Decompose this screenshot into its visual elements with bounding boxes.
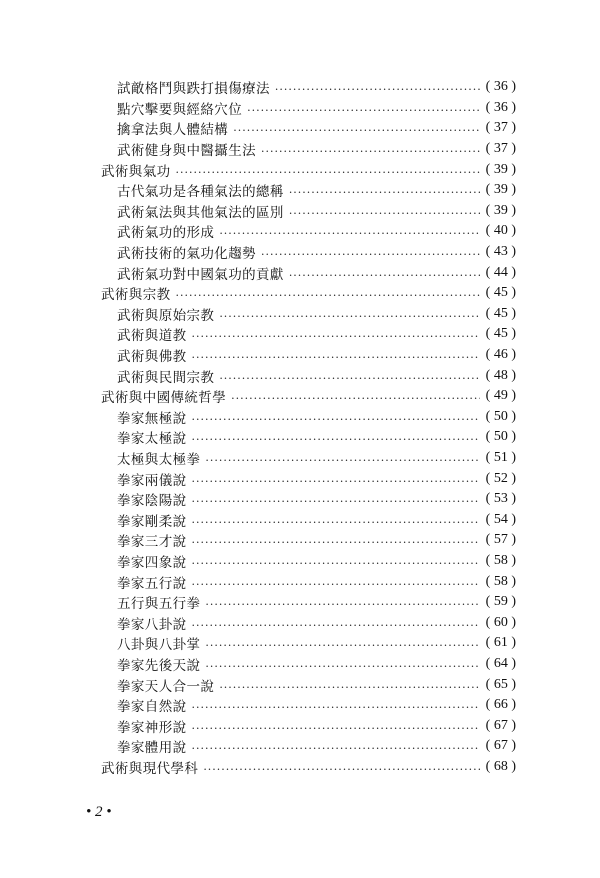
toc-entry-page: ( 37 ) [485, 141, 516, 157]
dot-leader [192, 576, 480, 590]
toc-subsection-entry [101, 427, 516, 448]
toc-entry-page: ( 66 ) [485, 697, 516, 713]
toc-entry-title: 拳家太極說 [117, 431, 187, 448]
toc-subsection-entry [101, 509, 516, 530]
dot-leader [205, 658, 479, 672]
dot-leader [192, 699, 480, 713]
dot-leader [275, 81, 480, 95]
dot-leader [176, 164, 480, 178]
toc-subsection-entry [101, 221, 516, 242]
dot-leader [219, 679, 479, 693]
toc-entry-title: 武術與現代學科 [101, 760, 199, 777]
dot-leader [233, 122, 479, 136]
toc-entry-title: 點穴擊要與經絡穴位 [117, 101, 243, 118]
toc-entry-page: ( 64 ) [485, 655, 516, 671]
toc-subsection-entry [101, 242, 516, 263]
toc-subsection-entry [101, 324, 516, 345]
toc-entry-title: 武術與民間宗教 [117, 369, 215, 386]
toc-subsection-entry [101, 262, 516, 283]
dot-leader [231, 390, 480, 404]
toc-entry-page: ( 46 ) [485, 347, 516, 363]
toc-subsection-entry [101, 407, 516, 428]
toc-subsection-entry [101, 592, 516, 613]
toc-entry-page: ( 48 ) [485, 367, 516, 383]
toc-subsection-entry [101, 77, 516, 98]
toc-subsection-entry [101, 530, 516, 551]
toc-subsection-entry [101, 365, 516, 386]
toc-entry-page: ( 53 ) [485, 491, 516, 507]
toc-subsection-entry [101, 736, 516, 757]
toc-entry-page: ( 49 ) [485, 388, 516, 404]
toc-entry-title: 拳家無極說 [117, 410, 187, 427]
dot-leader [247, 102, 480, 116]
dot-leader [192, 720, 480, 734]
toc-entry-title: 武術與中國傳統哲學 [101, 390, 227, 407]
toc-subsection-entry [101, 674, 516, 695]
toc-entry-title: 拳家兩儀說 [117, 472, 187, 489]
dot-leader [192, 740, 480, 754]
dot-leader [176, 287, 480, 301]
toc-entry-title: 試敵格鬥與跌打損傷療法 [117, 81, 270, 98]
toc-entry-page: ( 37 ) [485, 120, 516, 136]
dot-leader [261, 246, 480, 260]
toc-entry-title: 拳家神形說 [117, 719, 187, 736]
toc-entry-page: ( 51 ) [485, 449, 516, 465]
toc-subsection-entry [101, 345, 516, 366]
toc-entry-page: ( 68 ) [485, 758, 516, 774]
toc-entry-title: 拳家先後天說 [117, 657, 201, 674]
toc-subsection-entry [101, 118, 516, 139]
toc-subsection-entry [101, 468, 516, 489]
dot-leader [289, 267, 480, 281]
toc-subsection-entry [101, 715, 516, 736]
toc-subsection-entry [101, 654, 516, 675]
dot-leader [192, 617, 480, 631]
toc-subsection-entry [101, 201, 516, 222]
toc-entry-title: 拳家四象說 [117, 554, 187, 571]
dot-leader [205, 637, 479, 651]
toc-entry-title: 武術氣功的形成 [117, 225, 215, 242]
toc-entry-page: ( 58 ) [485, 573, 516, 589]
toc-entry-title: 拳家三才說 [117, 534, 187, 551]
dot-leader [289, 205, 480, 219]
dot-leader [205, 596, 479, 610]
toc-entry-page: ( 52 ) [485, 470, 516, 486]
toc-entry-title: 拳家體用說 [117, 740, 187, 757]
toc-entry-title: 武術氣法與其他氣法的區別 [117, 204, 284, 221]
toc-entry-page: ( 67 ) [485, 717, 516, 733]
toc-subsection-entry [101, 304, 516, 325]
toc-entry-page: ( 45 ) [485, 285, 516, 301]
toc-subsection-entry [101, 633, 516, 654]
dot-leader [192, 349, 480, 363]
toc-entry-page: ( 67 ) [485, 738, 516, 754]
toc-entry-title: 武術氣功對中國氣功的貢獻 [117, 266, 284, 283]
toc-entry-page: ( 44 ) [485, 264, 516, 280]
toc-subsection-entry [101, 180, 516, 201]
dot-leader [261, 143, 480, 157]
toc-entry-title: 擒拿法與人體結構 [117, 122, 229, 139]
toc-section-entry [101, 386, 516, 407]
dot-leader [192, 328, 480, 342]
table-of-contents [101, 77, 516, 777]
toc-entry-page: ( 59 ) [485, 594, 516, 610]
toc-entry-title: 武術技術的氣功化趨勢 [117, 246, 256, 263]
toc-subsection-entry [101, 489, 516, 510]
toc-entry-title: 拳家八卦說 [117, 616, 187, 633]
toc-entry-page: ( 58 ) [485, 552, 516, 568]
toc-entry-page: ( 36 ) [485, 99, 516, 115]
toc-entry-page: ( 39 ) [485, 202, 516, 218]
dot-leader [192, 493, 480, 507]
dot-leader [219, 308, 479, 322]
dot-leader [192, 411, 480, 425]
dot-leader [219, 225, 479, 239]
toc-entry-title: 拳家陰陽說 [117, 493, 187, 510]
dot-leader [205, 452, 479, 466]
toc-entry-title: 武術健身與中醫攝生法 [117, 143, 256, 160]
toc-entry-title: 太極與太極拳 [117, 451, 201, 468]
dot-leader [192, 514, 480, 528]
toc-entry-page: ( 40 ) [485, 223, 516, 239]
dot-leader [192, 431, 480, 445]
toc-section-entry [101, 757, 516, 778]
toc-entry-page: ( 57 ) [485, 532, 516, 548]
toc-entry-page: ( 39 ) [485, 161, 516, 177]
toc-entry-title: 古代氣功是各種氣法的總稱 [117, 184, 284, 201]
toc-entry-page: ( 45 ) [485, 305, 516, 321]
toc-entry-title: 武術與氣功 [101, 163, 171, 180]
toc-entry-title: 武術與宗教 [101, 287, 171, 304]
toc-entry-title: 武術與原始宗教 [117, 307, 215, 324]
dot-leader [289, 184, 480, 198]
toc-subsection-entry [101, 139, 516, 160]
toc-entry-title: 拳家剛柔說 [117, 513, 187, 530]
toc-entry-page: ( 36 ) [485, 79, 516, 95]
dot-leader [203, 761, 479, 775]
dot-leader [192, 473, 480, 487]
toc-entry-page: ( 50 ) [485, 408, 516, 424]
toc-section-entry [101, 159, 516, 180]
toc-subsection-entry [101, 571, 516, 592]
toc-entry-page: ( 50 ) [485, 429, 516, 445]
dot-leader [219, 370, 479, 384]
toc-entry-title: 拳家自然說 [117, 699, 187, 716]
toc-entry-page: ( 61 ) [485, 635, 516, 651]
toc-subsection-entry [101, 612, 516, 633]
toc-entry-page: ( 65 ) [485, 676, 516, 692]
toc-entry-title: 五行與五行拳 [117, 596, 201, 613]
toc-subsection-entry [101, 448, 516, 469]
toc-entry-page: ( 43 ) [485, 244, 516, 260]
page-number: • 2 • [86, 804, 112, 820]
toc-entry-title: 武術與佛教 [117, 349, 187, 366]
toc-entry-page: ( 54 ) [485, 511, 516, 527]
toc-entry-page: ( 45 ) [485, 326, 516, 342]
toc-entry-title: 拳家五行說 [117, 575, 187, 592]
toc-entry-title: 八卦與八卦掌 [117, 637, 201, 654]
toc-entry-page: ( 60 ) [485, 614, 516, 630]
dot-leader [192, 534, 480, 548]
dot-leader [192, 555, 480, 569]
toc-subsection-entry [101, 695, 516, 716]
toc-entry-title: 武術與道教 [117, 328, 187, 345]
toc-entry-title: 拳家天人合一說 [117, 678, 215, 695]
toc-entry-page: ( 39 ) [485, 182, 516, 198]
toc-subsection-entry [101, 98, 516, 119]
toc-subsection-entry [101, 551, 516, 572]
toc-section-entry [101, 283, 516, 304]
